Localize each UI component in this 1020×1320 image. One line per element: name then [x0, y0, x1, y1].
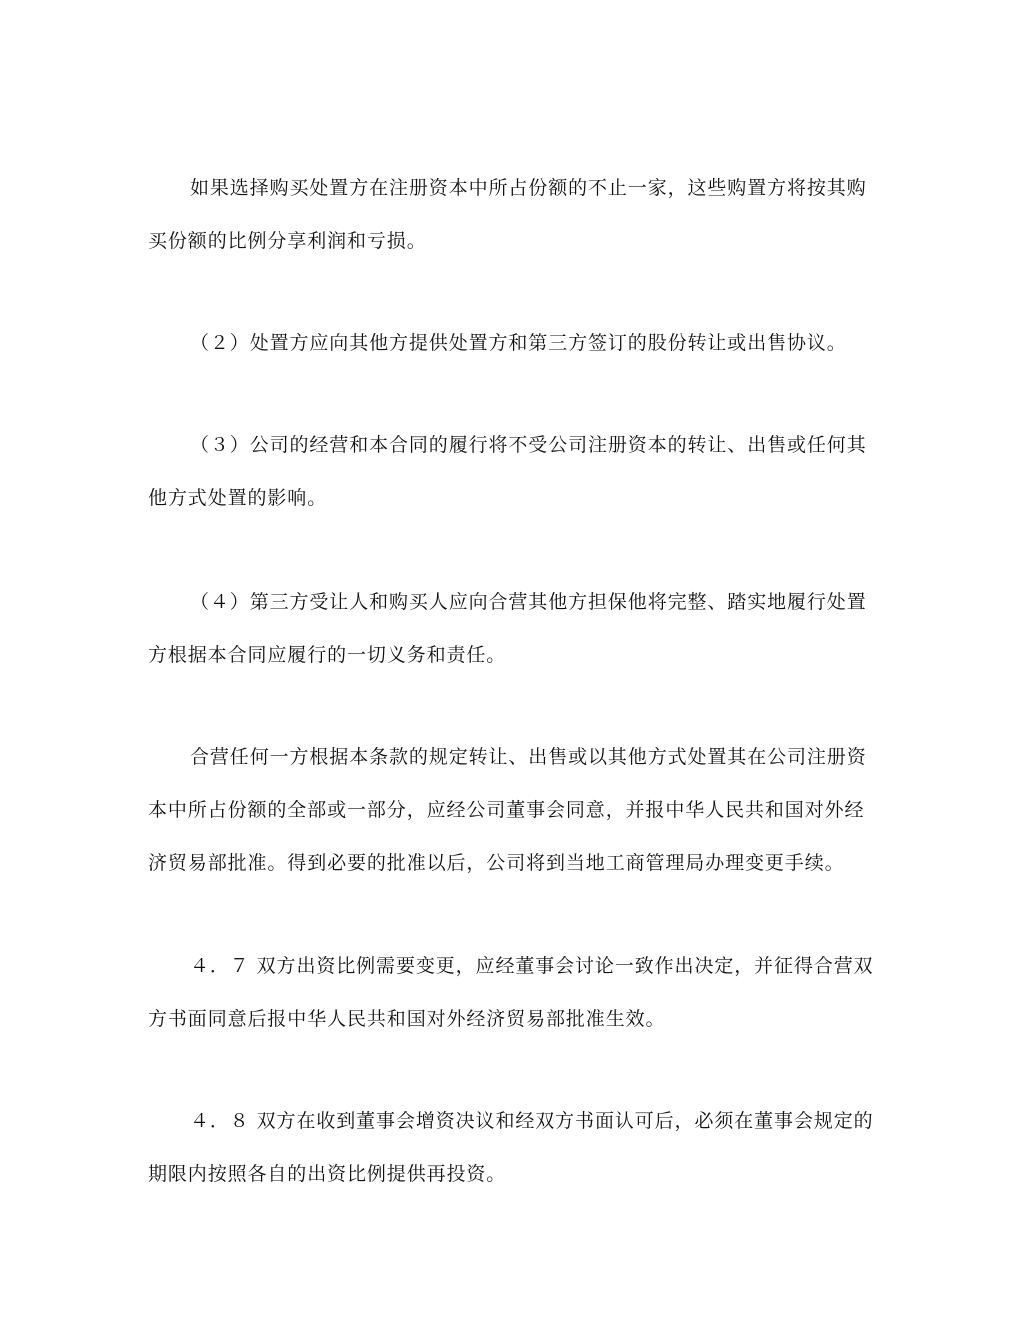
paragraph-6-line-1: ４．７ 双方出资比例需要变更，应经董事会讨论一致作出决定，并征得合营双: [190, 955, 874, 977]
paragraph-3-line-1: （３）公司的经营和本合同的履行将不受公司注册资本的转让、出售或任何其: [190, 434, 867, 456]
paragraph-5-line-1: 合营任何一方根据本条款的规定转让、出售或以其他方式处置其在公司注册资: [190, 746, 867, 768]
paragraph-1-line-1: 如果选择购买处置方在注册资本中所占份额的不止一家，这些购置方将按其购: [190, 177, 867, 199]
paragraph-2-line-1: （２）处置方应向其他方提供处置方和第三方签订的股份转让或出售协议。: [190, 332, 847, 354]
paragraph-4-line-2: 方根据本合同应履行的一切义务和责任。: [148, 644, 507, 666]
paragraph-3-line-2: 他方式处置的影响。: [148, 487, 328, 509]
paragraph-5-line-2: 本中所占份额的全部或一部分，应经公司董事会同意，并报中华人民共和国对外经: [148, 799, 865, 821]
paragraph-6-line-2: 方书面同意后报中华人民共和国对外经济贸易部批准生效。: [148, 1008, 666, 1030]
paragraph-4-line-1: （４）第三方受让人和购买人应向合营其他方担保他将完整、踏实地履行处置: [190, 591, 867, 613]
paragraph-1-line-2: 买份额的比例分享利润和亏损。: [148, 230, 427, 252]
paragraph-7-line-2: 期限内按照各自的出资比例提供再投资。: [148, 1163, 507, 1185]
paragraph-7-line-1: ４．８ 双方在收到董事会增资决议和经双方书面认可后，必须在董事会规定的: [190, 1110, 874, 1132]
paragraph-5-line-3: 济贸易部批准。得到必要的批准以后，公司将到当地工商管理局办理变更手续。: [148, 852, 845, 874]
